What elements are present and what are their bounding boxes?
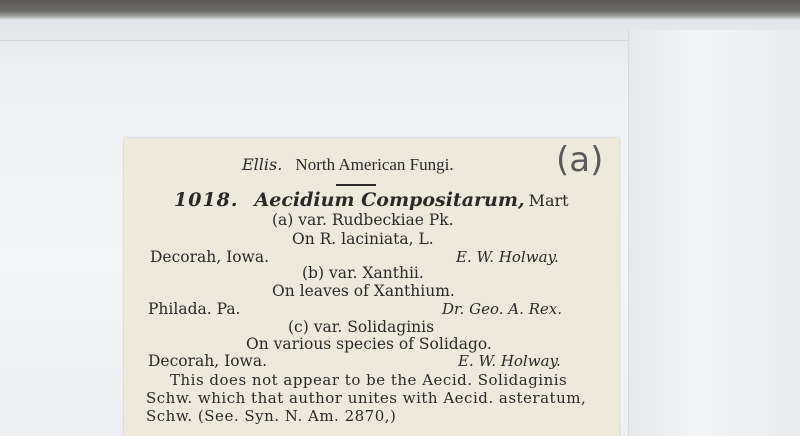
collector-c: E. W. Holway. (458, 352, 561, 370)
species-author: Mart (528, 191, 569, 210)
collector-name: Ellis. (242, 155, 283, 174)
species-name: Aecidium Compositarum, (254, 189, 525, 211)
locality-a: Decorah, Iowa. (150, 248, 269, 266)
specimen-label (124, 138, 619, 436)
locality-c: Decorah, Iowa. (148, 352, 267, 370)
label-header (242, 156, 454, 174)
header-rule (336, 184, 376, 186)
series-title: North American Fungi. (295, 155, 454, 174)
host-b: On leaves of Xanthium. (272, 282, 455, 300)
host-a: On R. laciniata, L. (292, 230, 434, 248)
variety-a: (a) var. Rudbeckiae Pk. (272, 211, 454, 229)
specimen-title (174, 191, 569, 210)
note-line-3: Schw. (See. Syn. N. Am. 2870,) (146, 407, 397, 425)
note-line-2: Schw. which that author unites with Aecid. asteratum, (146, 389, 587, 407)
collector-a: E. W. Holway. (456, 248, 559, 266)
collector-b: Dr. Geo. A. Rex. (442, 300, 563, 318)
locality-b: Philada. Pa. (148, 300, 241, 318)
note-line-1: This does not appear to be the Aecid. Solidaginis (170, 371, 568, 389)
sheet-top-edge (0, 0, 800, 20)
host-c: On various species of Solidago. (246, 335, 492, 353)
handwritten-mark: (a) (556, 140, 604, 180)
packet-flap (628, 30, 800, 436)
variety-b: (b) var. Xanthii. (302, 264, 424, 282)
specimen-number: 1018. (174, 189, 239, 211)
variety-c: (c) var. Solidaginis (288, 318, 435, 336)
